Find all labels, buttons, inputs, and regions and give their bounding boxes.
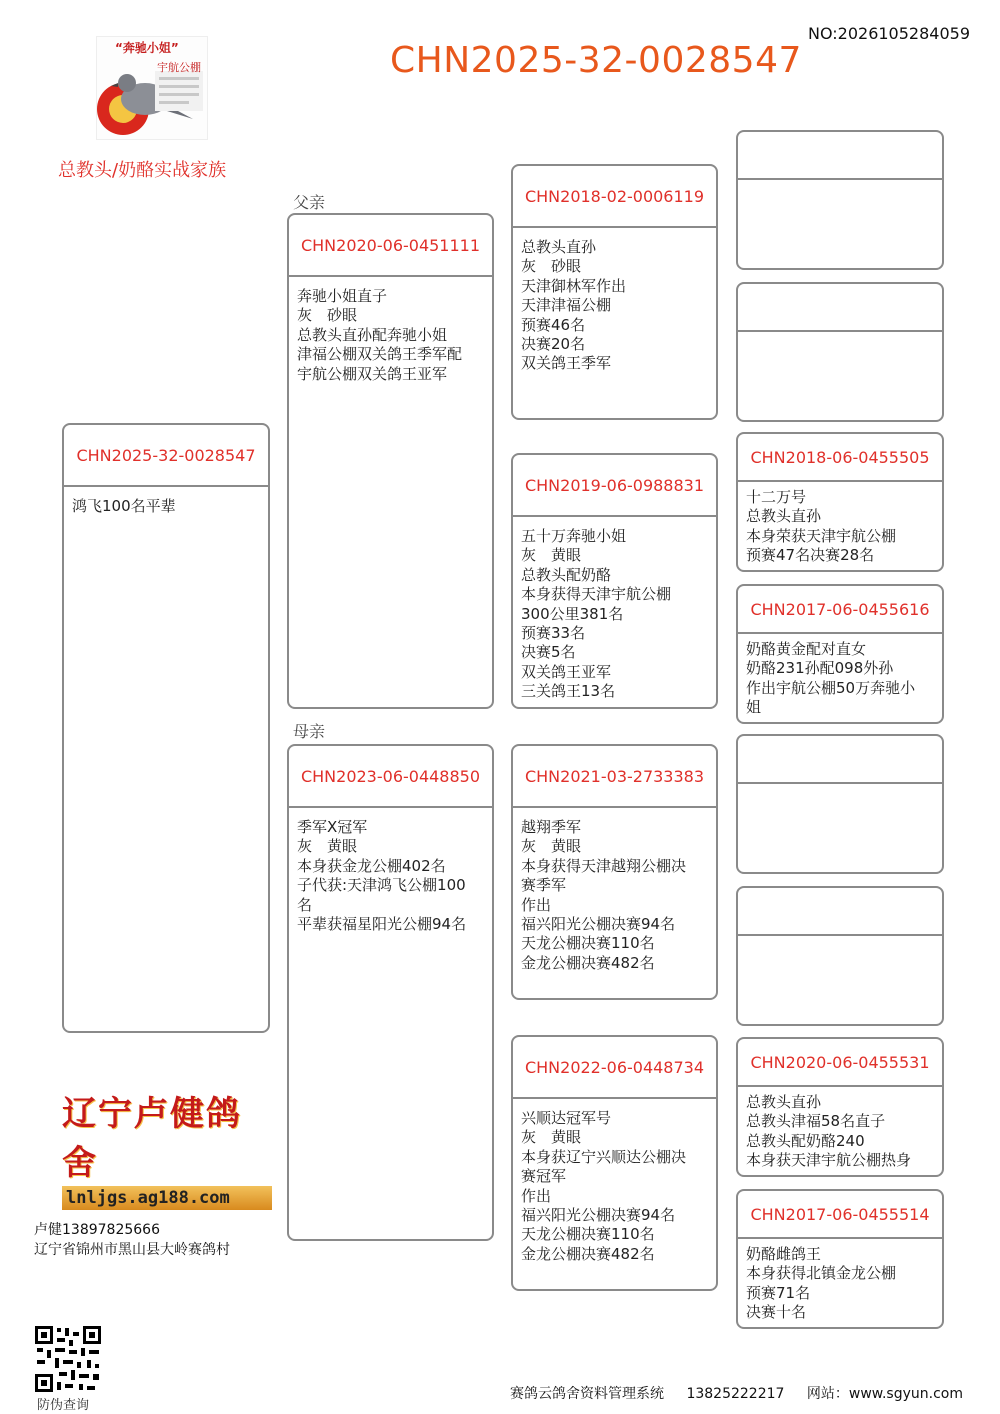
- great-grandparent-card-5: [736, 734, 944, 874]
- great-grandparent-card-7: [736, 1037, 944, 1177]
- grandparent-ring: CHN2018-02-0006119: [513, 166, 716, 228]
- qr-code-icon[interactable]: [33, 1324, 103, 1394]
- great-grandparent-card-1: [736, 130, 944, 270]
- great-grandparent-description: 十二万号 总教头直孙 本身荣获天津宇航公棚 预赛47名决赛28名: [746, 488, 897, 565]
- footer-website[interactable]: 网站：www.sgyun.com: [806, 1386, 963, 1402]
- great-grandparent-description: [738, 332, 942, 338]
- sire-ring: CHN2020-06-0451111: [289, 215, 492, 277]
- sire-description: 奔驰小姐直子 灰 砂眼 总教头直孙配奔驰小姐 津福公棚双关鸽王季军配 宇航公棚双关鸽王亚军: [297, 287, 463, 383]
- grandparent-card-3: [511, 744, 718, 1000]
- great-grandparent-description: [738, 936, 942, 942]
- great-grandparent-ring: CHN2018-06-0455505: [738, 434, 942, 482]
- grandparent-description: 总教头直孙 灰 砂眼 天津御林军作出 天津津福公棚 预赛46名 决赛20名 双关鸽王季军: [521, 238, 627, 373]
- great-grandparent-card-2: [736, 282, 944, 422]
- grandparent-description: 兴顺达冠军号 灰 黄眼 本身获辽宁兴顺达公棚决 赛冠军 作出 福兴阳光公棚决赛94名 天龙公棚决赛110名 金龙公棚决赛482名: [521, 1109, 687, 1263]
- great-grandparent-description: [738, 784, 942, 790]
- great-grandparent-ring: CHN2020-06-0455531: [738, 1039, 942, 1087]
- great-grandparent-description: 总教头直孙 总教头津福58名直子 总教头配奶酪240 本身获天津宇航公棚热身: [746, 1093, 912, 1170]
- great-grandparent-ring: [738, 284, 942, 332]
- loft-website[interactable]: lnljgs.ag188.com: [62, 1186, 272, 1210]
- dam-description: 季军X冠军 灰 黄眼 本身获金龙公棚402名 子代获:天津鸿飞公棚100 名 平辈获福星阳光公棚94名: [297, 818, 467, 934]
- grandparent-ring: CHN2021-03-2733383: [513, 746, 716, 808]
- footer-phone: 13825222217: [686, 1386, 785, 1402]
- great-grandparent-description: [738, 180, 942, 186]
- contact-info: [34, 1220, 230, 1260]
- grandparent-description: 越翔季军 灰 黄眼 本身获得天津越翔公棚决 赛季军 作出 福兴阳光公棚决赛94名 天龙公棚决赛110名 金龙公棚决赛482名: [521, 818, 687, 972]
- grandparent-card-2: [511, 453, 718, 709]
- logo-title: “奔驰小姐”: [115, 41, 179, 55]
- document-number: NO:2026105284059: [807, 24, 970, 43]
- footer: [510, 1383, 981, 1403]
- dam-ring: CHN2023-06-0448850: [289, 746, 492, 808]
- grandparent-ring: CHN2019-06-0988831: [513, 455, 716, 517]
- mother-label: 母亲: [293, 722, 326, 741]
- great-grandparent-ring: [738, 736, 942, 784]
- great-grandparent-card-8: [736, 1189, 944, 1329]
- pigeon-photo: [96, 36, 208, 140]
- great-grandparent-ring: CHN2017-06-0455616: [738, 586, 942, 634]
- grandparent-description: 五十万奔驰小姐 灰 黄眼 总教头配奶酪 本身获得天津宇航公棚 300公里381名 预赛33名 决赛5名 双关鸽王亚军 三关鸽王13名: [521, 527, 672, 701]
- great-grandparent-description: 奶酪雌鸽王 本身获得北镇金龙公棚 预赛71名 决赛十名: [746, 1245, 897, 1322]
- great-grandparent-description: 奶酪黄金配对直女 奶酪231孙配098外孙 作出宇航公棚50万奔驰小 姐: [746, 640, 916, 717]
- loft-name: 辽宁卢健鸽舍: [62, 1094, 242, 1183]
- subject-description: 鸿飞100名平辈: [72, 497, 176, 515]
- page-title-ring-number: CHN2025-32-0028547: [390, 40, 802, 81]
- qr-label: 防伪查询: [37, 1398, 90, 1413]
- great-grandparent-card-6: [736, 886, 944, 1026]
- great-grandparent-card-3: [736, 432, 944, 572]
- great-grandparent-ring: CHN2017-06-0455514: [738, 1191, 942, 1239]
- grandparent-ring: CHN2022-06-0448734: [513, 1037, 716, 1099]
- grandparent-card-4: [511, 1035, 718, 1291]
- dam-card: [287, 744, 494, 1241]
- grandparent-card-1: [511, 164, 718, 420]
- family-title: 总教头/奶酪实战家族: [58, 160, 227, 181]
- sire-card: [287, 213, 494, 709]
- contact-phone: 卢健13897825666: [34, 1222, 160, 1238]
- contact-address: 辽宁省锦州市黑山县大岭赛鸽村: [34, 1242, 230, 1258]
- great-grandparent-ring: [738, 132, 942, 180]
- loft-brand: [62, 1086, 272, 1210]
- subject-ring: CHN2025-32-0028547: [64, 425, 268, 487]
- great-grandparent-card-4: [736, 584, 944, 724]
- footer-system: 赛鸽云鸽舍资料管理系统: [510, 1386, 664, 1402]
- logo-subtitle: 宇航公棚: [157, 61, 201, 74]
- subject-card: [62, 423, 270, 1033]
- great-grandparent-ring: [738, 888, 942, 936]
- father-label: 父亲: [293, 193, 326, 212]
